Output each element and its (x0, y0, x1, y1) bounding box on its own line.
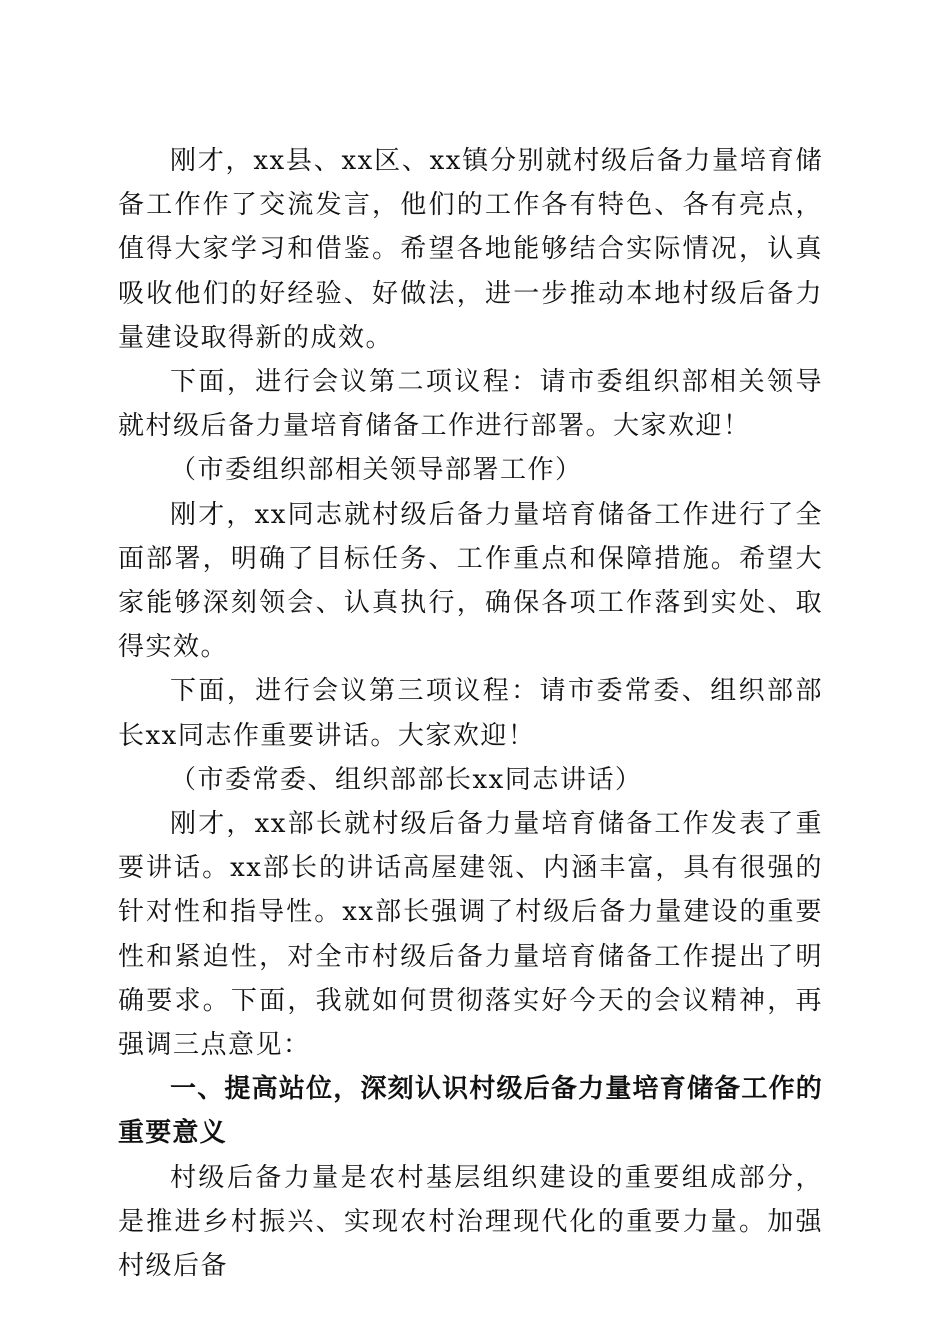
document-body (118, 139, 823, 1288)
paragraph-agenda-item-three: 下面，进行会议第三项议程：请市委常委、组织部部长xx同志作重要讲话。大家欢迎！ (118, 676, 823, 751)
paragraph-section-one-body: 村级后备力量是农村基层组织建设的重要组成部分，是推进乡村振兴、实现农村治理现代化的重要力量。加强村级后备 (118, 1162, 823, 1282)
paragraph-speech-summary: 刚才，xx部长就村级后备力量培育储备工作发表了重要讲话。xx部长的讲话高屋建瓴、内涵丰富，具有很强的针对性和指导性。xx部长强调了村级后备力量建设的重要性和紧迫性，对全市村级后备力量培育储备工作提出了明确要求。下面，我就如何贯彻落实好今天的会议精神，再强调三点意见： (118, 809, 823, 1061)
stage-note-speech: （市委常委、组织部部长xx同志讲话） (170, 764, 643, 795)
paragraph-agenda-item-two: 下面，进行会议第二项议程：请市委组织部相关领导就村级后备力量培育储备工作进行部署。大家欢迎！ (118, 367, 823, 442)
paragraph-deployment-summary: 刚才，xx同志就村级后备力量培育储备工作进行了全面部署，明确了目标任务、工作重点和保障措施。希望大家能够深刻领会、认真执行，确保各项工作落到实处、取得实效。 (118, 499, 823, 663)
paragraph-exchange-summary: 刚才，xx县、xx区、xx镇分别就村级后备力量培育储备工作作了交流发言，他们的工作各有特色、各有亮点，值得大家学习和借鉴。希望各地能够结合实际情况，认真吸收他们的好经验、好做法，进一步推动本地村级后备力量建设取得新的成效。 (118, 146, 823, 353)
stage-note-deployment: （市委组织部相关领导部署工作） (170, 455, 583, 486)
section-heading-one: 一、提高站位，深刻认识村级后备力量培育储备工作的重要意义 (118, 1074, 823, 1149)
